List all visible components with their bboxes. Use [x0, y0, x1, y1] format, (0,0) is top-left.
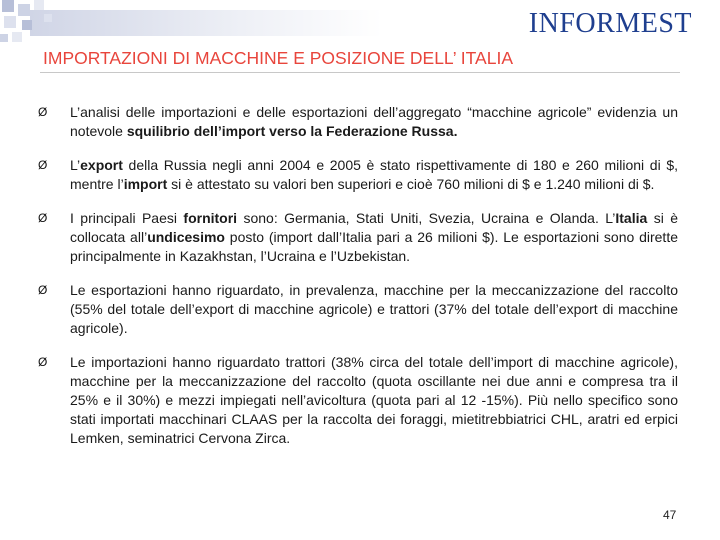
arrow-bullet-icon: Ø — [38, 355, 48, 369]
title-divider — [40, 72, 680, 73]
arrow-bullet-icon: Ø — [38, 211, 48, 225]
list-item: Ø L’analisi delle importazioni e delle esportazioni dell’aggregato “macchine agricole” evidenzia un notevole squilibrio dell’import verso la Federazione Russa. — [38, 104, 678, 139]
list-item: Ø Le esportazioni hanno riguardato, in prevalenza, macchine per la meccanizzazione del raccolto (55% del totale dell’export di macchine agricole) e trattori (37% del totale dell’export di macchine agricole). — [38, 282, 678, 336]
arrow-bullet-icon: Ø — [38, 158, 48, 172]
bullet-list — [38, 103, 678, 463]
page-number: 47 — [663, 508, 677, 522]
arrow-bullet-icon: Ø — [38, 283, 48, 297]
arrow-bullet-icon: Ø — [38, 105, 48, 119]
list-item: Ø Le importazioni hanno riguardato trattori (38% circa del totale dell’import di macchine agricole), macchine per la meccanizzazione del raccolto (quota oscillante nei due anni e compresa tra il 25% e il 30%) e mezzi impiegati nell’avicoltura (quota pari al 12 -15%). Più nello specifico sono stati importati macchinari CLAAS per la raccolta dei foraggi, mietitrebbiatrici CHL, aratri ed erpici Lemken, seminatrici Cervona Zirca. — [38, 354, 678, 446]
list-item: Ø L’export della Russia negli anni 2004 e 2005 è stato rispettivamente di 180 e 260 milioni di $, mentre l’import si è attestato su valori ben superiori e cioè 760 milioni di $ e 1.240 milioni di $. — [38, 157, 678, 192]
page-title: IMPORTAZIONI DI MACCHINE E POSIZIONE DELL’ ITALIA — [43, 48, 513, 68]
list-item: Ø I principali Paesi fornitori sono: Germania, Stati Uniti, Svezia, Ucraina e Olanda. L’Italia si è collocata all’undicesimo posto (import dall’Italia pari a 26 milioni $). Le esportazioni sono dirette principalmente in Kazakhstan, l’Ucraina e l’Uzbekistan. — [38, 210, 678, 264]
informest-logo: INFORMEST — [528, 8, 692, 39]
